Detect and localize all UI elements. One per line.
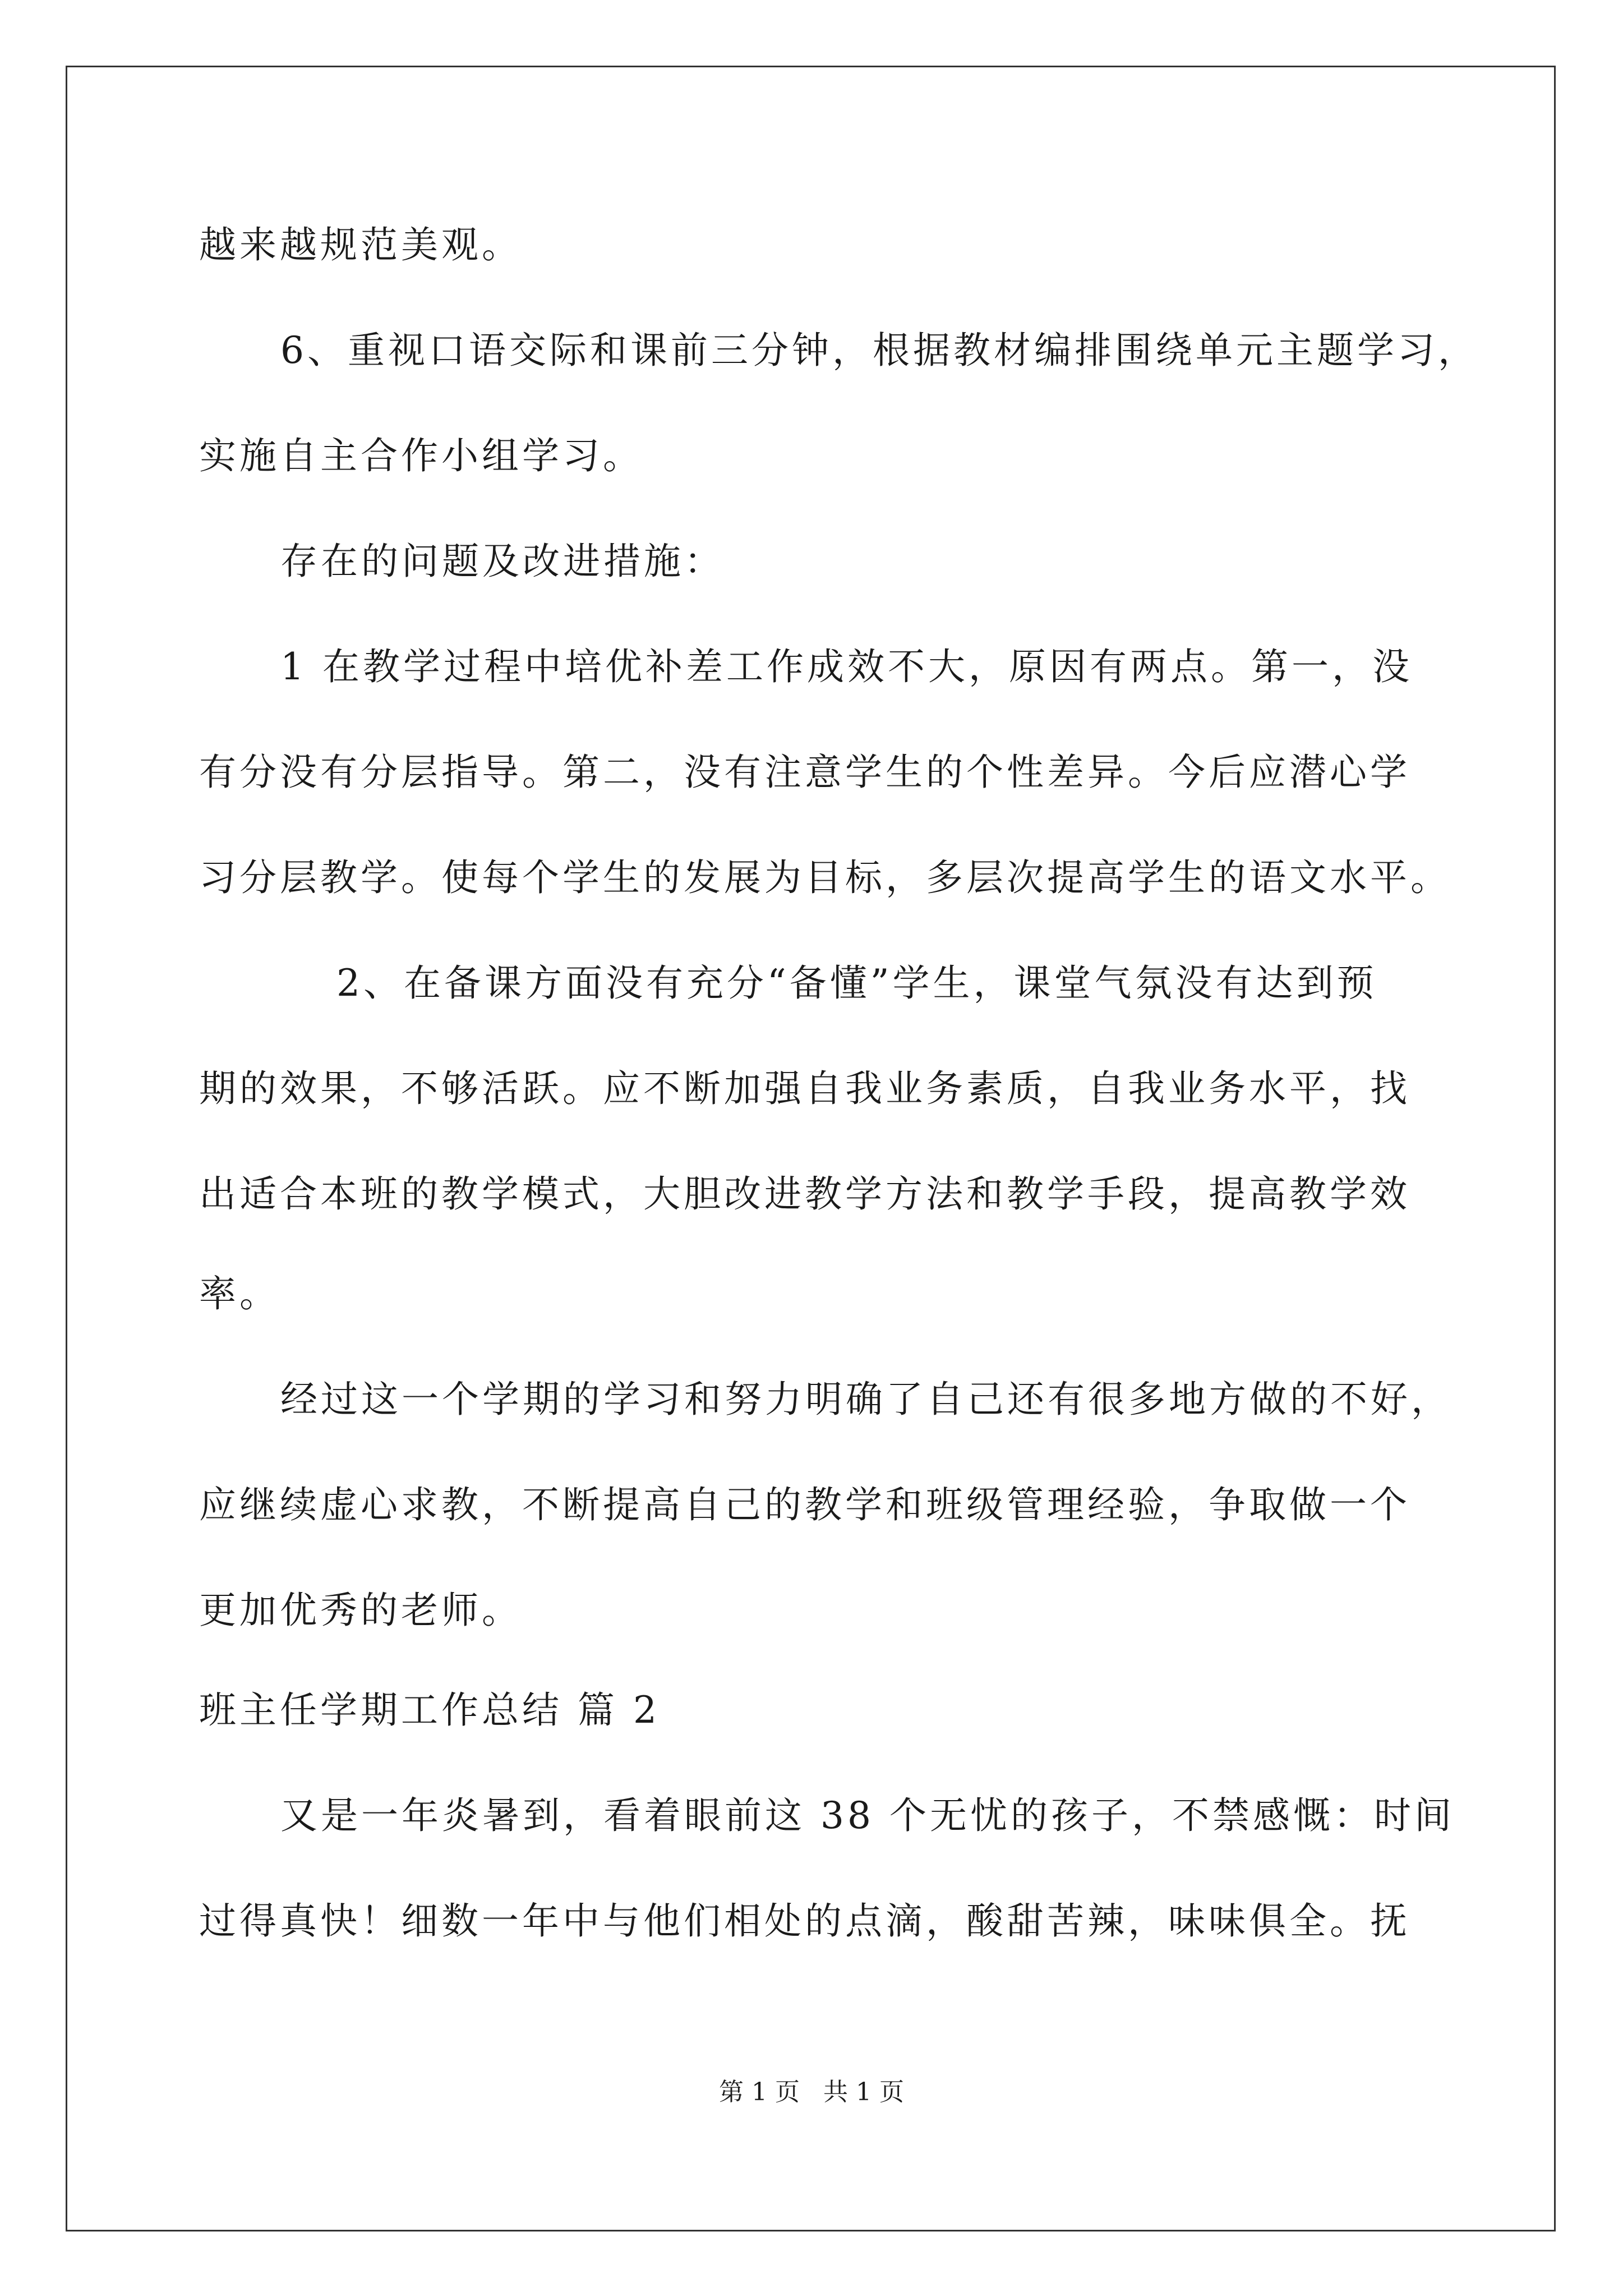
body-line: 更加优秀的老师。 (199, 1589, 522, 1632)
body-line: 过得真快！细数一年中与他们相处的点滴，酸甜苦辣，味味俱全。抚 (199, 1899, 1410, 1943)
section-heading: 班主任学期工作总结 篇 2 (199, 1688, 660, 1732)
page-footer: 第 1 页 共 1 页 (719, 2078, 904, 2106)
body-line: 又是一年炎暑到，看着眼前这 38 个无忧的孩子，不禁感慨：时间 (280, 1794, 1455, 1837)
body-line: 期的效果，不够活跃。应不断加强自我业务素质，自我业务水平，找 (199, 1067, 1410, 1110)
body-line: 有分没有分层指导。第二，没有注意学生的个性差异。今后应潜心学 (199, 751, 1410, 794)
body-line: 6、重视口语交际和课前三分钟，根据教材编排围绕单元主题学习， (280, 329, 1478, 372)
body-line: 出适合本班的教学模式，大胆改进教学方法和教学手段，提高教学效 (199, 1172, 1410, 1216)
body-line: 存在的问题及改进措施： (280, 540, 725, 583)
body-line: 1 在教学过程中培优补差工作成效不大，原因有两点。第一，没 (280, 645, 1413, 688)
body-line: 习分层教学。使每个学生的发展为目标，多层次提高学生的语文水平。 (199, 856, 1451, 899)
body-line: 实施自主合作小组学习。 (199, 434, 643, 477)
body-line: 2、在备课方面没有充分“备懂”学生，课堂气氛没有达到预 (336, 961, 1377, 1005)
body-line: 率。 (199, 1272, 280, 1315)
body-line: 经过这一个学期的学习和努力明确了自己还有很多地方做的不好， (280, 1378, 1451, 1421)
body-line: 越来越规范美观。 (199, 223, 522, 266)
body-line: 应继续虚心求教，不断提高自己的教学和班级管理经验，争取做一个 (199, 1483, 1410, 1526)
